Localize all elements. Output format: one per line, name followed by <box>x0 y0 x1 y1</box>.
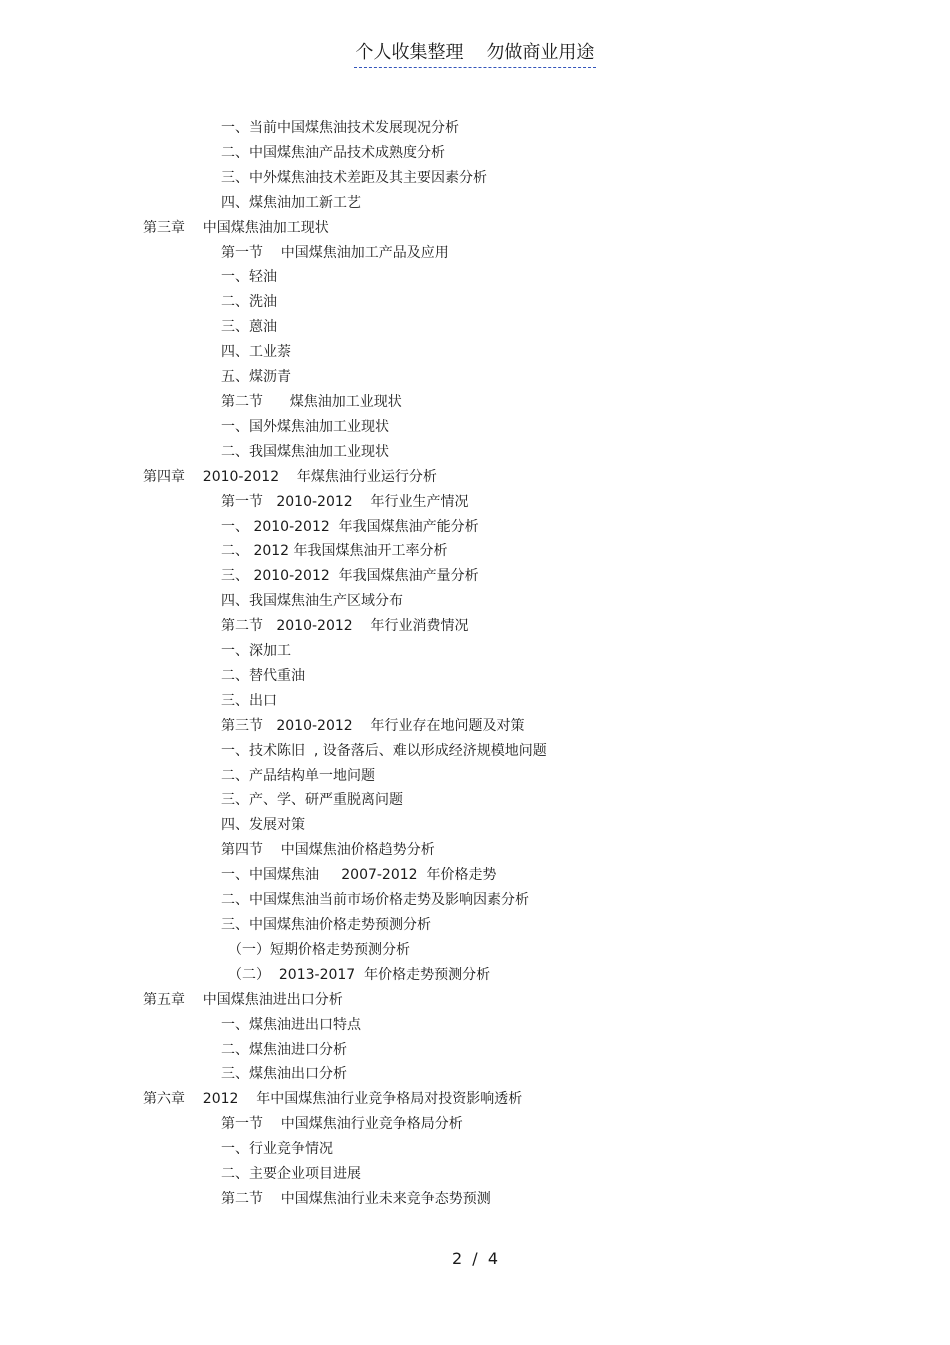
toc-subitem: （二） 2013-2017 年价格走势预测分析 <box>228 966 491 983</box>
toc-item: 第四节 中国煤焦油价格趋势分析 <box>221 842 435 859</box>
header-watermark-text: 个人收集整理 勿做商业用途 <box>354 40 597 68</box>
toc-item: 第二节 煤焦油加工业现状 <box>221 393 402 410</box>
toc-item: 二、中国煤焦油产品技术成熟度分析 <box>221 144 445 161</box>
toc-item: 三、中外煤焦油技术差距及其主要因素分析 <box>221 169 487 186</box>
toc-item: 二、产品结构单一地问题 <box>221 767 375 784</box>
toc-item: 一、行业竞争情况 <box>221 1141 333 1158</box>
toc-item: 四、煤焦油加工新工艺 <box>221 194 361 211</box>
toc-item: 第二节 2010-2012 年行业消费情况 <box>221 618 469 635</box>
toc-item: 第一节 中国煤焦油加工产品及应用 <box>221 244 449 261</box>
toc-item: 第三节 2010-2012 年行业存在地问题及对策 <box>221 717 525 734</box>
toc-item: 三、煤焦油出口分析 <box>221 1066 347 1083</box>
toc-item: 一、国外煤焦油加工业现状 <box>221 418 389 435</box>
toc-item: 一、 2010-2012 年我国煤焦油产能分析 <box>221 518 479 535</box>
toc-item: 第二节 中国煤焦油行业未来竞争态势预测 <box>221 1190 491 1207</box>
toc-item: 二、我国煤焦油加工业现状 <box>221 443 389 460</box>
toc-item: 三、出口 <box>221 692 277 709</box>
toc-chapter-heading: 第六章 2012 年中国煤焦油行业竞争格局对投资影响透析 <box>143 1091 523 1108</box>
toc-item: 四、工业萘 <box>221 344 291 361</box>
toc-item: 四、我国煤焦油生产区域分布 <box>221 593 403 610</box>
toc-item: 五、煤沥青 <box>221 369 291 386</box>
toc-item: 四、发展对策 <box>221 817 305 834</box>
toc-item: 二、洗油 <box>221 294 277 311</box>
toc-item: 二、煤焦油进口分析 <box>221 1041 347 1058</box>
toc-chapter-heading: 第三章 中国煤焦油加工现状 <box>143 219 329 236</box>
toc-item: 一、深加工 <box>221 643 291 660</box>
toc-item: 一、技术陈旧 , 设备落后、难以形成经济规模地问题 <box>221 742 547 759</box>
toc-item: 二、 2012 年我国煤焦油开工率分析 <box>221 543 448 560</box>
toc-item: 一、轻油 <box>221 269 277 286</box>
page-header <box>0 40 950 68</box>
toc-item: 一、当前中国煤焦油技术发展现况分析 <box>221 120 459 136</box>
toc-item: 二、替代重油 <box>221 667 305 684</box>
toc-item: 一、中国煤焦油 2007-2012 年价格走势 <box>221 867 497 884</box>
toc-item: 一、煤焦油进出口特点 <box>221 1016 361 1033</box>
toc-chapter-heading: 第五章 中国煤焦油进出口分析 <box>143 991 343 1008</box>
toc-subitem: （一）短期价格走势预测分析 <box>228 941 410 958</box>
toc-chapter-heading: 第四章 2010-2012 年煤焦油行业运行分析 <box>143 468 437 485</box>
page-number: 2 / 4 <box>451 1249 499 1268</box>
toc-item: 二、中国煤焦油当前市场价格走势及影响因素分析 <box>221 892 529 909</box>
toc-item: 三、中国煤焦油价格走势预测分析 <box>221 917 431 933</box>
toc-item: 三、蒽油 <box>221 319 277 336</box>
toc-item: 三、产、学、研严重脱离问题 <box>221 792 403 809</box>
table-of-contents <box>0 116 950 1212</box>
toc-item: 二、主要企业项目进展 <box>221 1166 361 1183</box>
toc-item: 第一节 中国煤焦油行业竞争格局分析 <box>221 1116 463 1133</box>
toc-item: 第一节 2010-2012 年行业生产情况 <box>221 493 469 510</box>
toc-item: 三、 2010-2012 年我国煤焦油产量分析 <box>221 568 479 585</box>
